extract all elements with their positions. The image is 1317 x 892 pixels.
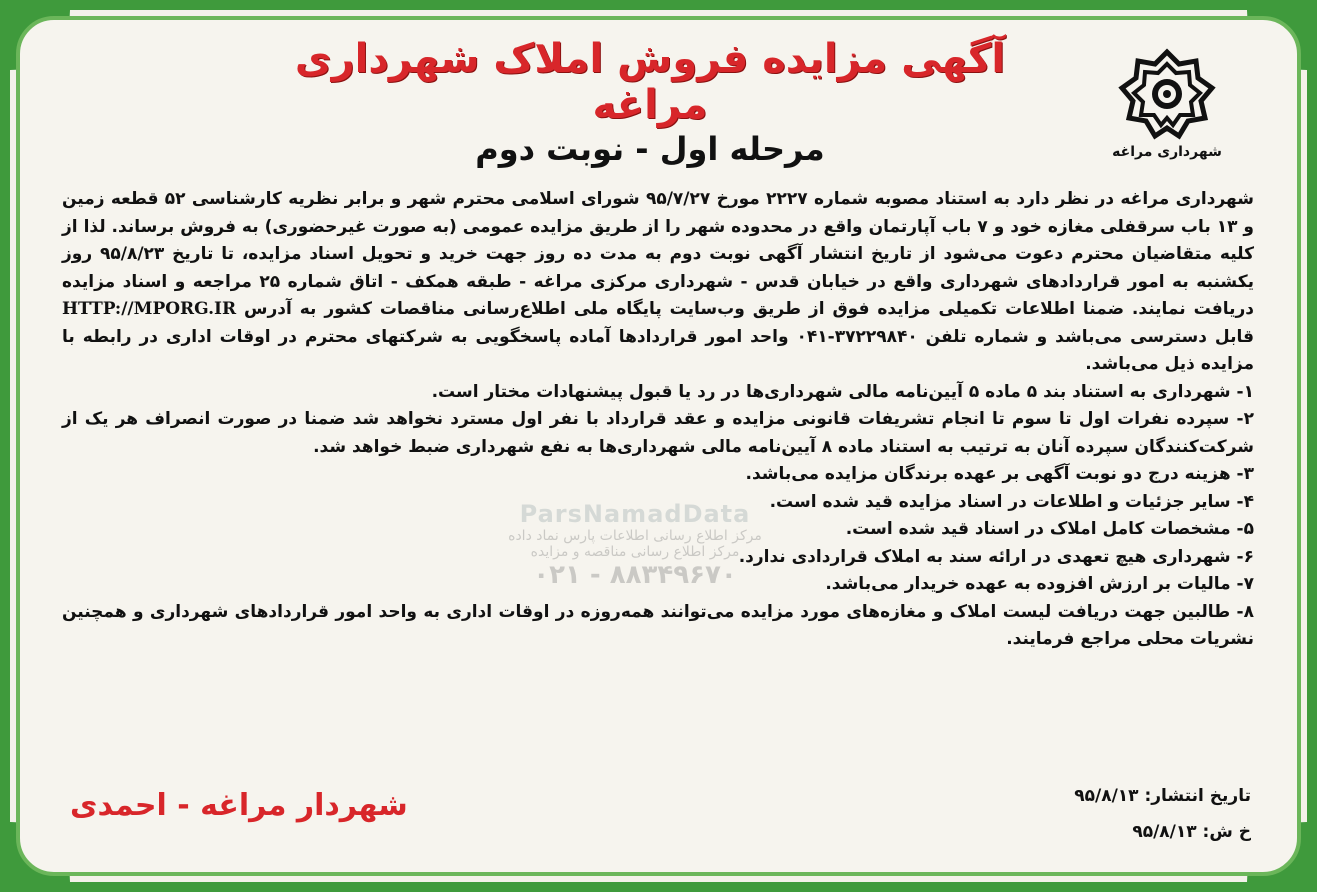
intro-paragraph: [62, 186, 1254, 379]
intro-text-continued: قابل دسترسی می‌باشد و شماره تلفن ۳۷۲۲۹۸۴۰-۰۴۱ واحد امور قراردادها آماده پاسخگویی به شرکتهای محترم در اوقات اداری در رابطه با مزایده ذیل می‌باشد.: [62, 326, 1254, 374]
watermark-phone: ۰۲۱ - ۸۸۳۴۹۶۷۰: [533, 560, 737, 590]
publication-code: خ ش: ۹۵/۸/۱۳: [1132, 822, 1251, 842]
website-link[interactable]: HTTP://MPORG.IR: [62, 299, 237, 319]
municipality-emblem-icon: [1117, 48, 1217, 140]
watermark-line: مرکز اطلاع رسانی اطلاعات پارس نماد داده: [508, 528, 762, 544]
watermark-line: مرکز اطلاع رسانی مناقصه و مزایده: [530, 544, 740, 560]
publication-date: تاریخ انتشار: ۹۵/۸/۱۳: [1074, 786, 1251, 806]
logo-caption: شهرداری مراغه: [1112, 144, 1222, 160]
condition-item: ۲- سپرده نفرات اول تا سوم تا انجام تشریفات قانونی مزایده و عقد قرارداد با نفر اول مسترد نخواهد شد ضمنا در صورت انصراف هر یک از شرکت‌کنندگان سپرده آنان به ترتیب به استناد ماده ۸ آیین‌نامه مالی شهرداری‌ها به نفع شهرداری ضبط خواهد شد.: [62, 409, 1254, 457]
municipality-logo: [1112, 48, 1222, 168]
condition-item: ۸- طالبین جهت دریافت لیست املاک و مغازه‌های مورد مزایده می‌توانند همه‌روزه در اوقات اداری به واحد امور قراردادهای شهرداری و همچنین نشریات محلی مراجع فرمایند.: [62, 601, 1254, 649]
ad-subtitle: مرحله اول - نوبت دوم: [475, 130, 825, 168]
condition-item: ۴- سایر جزئیات و اطلاعات در اسناد مزایده قید شده است.: [769, 491, 1254, 512]
mayor-signature: شهردار مراغه - احمدی: [70, 788, 408, 823]
condition-item: ۵- مشخصات کامل املاک در اسناد قید شده است.: [845, 519, 1254, 539]
ad-body: [62, 186, 1254, 654]
condition-item: ۶- شهرداری هیچ تعهدی در ارائه سند به املاک قراردادی ندارد.: [738, 546, 1254, 567]
condition-item: ۳- هزینه درج دو نوبت آگهی بر عهده برندگان مزایده می‌باشد.: [745, 464, 1254, 484]
ad-title: آگهی مزایده فروش املاک شهرداری مراغه: [294, 36, 1006, 128]
intro-text: شهرداری مراغه در نظر دارد به استناد مصوبه شماره ۲۲۲۷ مورخ ۹۵/۷/۲۷ شورای اسلامی محترم شهر و برابر نظریه کارشناسی ۵۲ قطعه زمین و ۱۳ باب سرقفلی مغازه خود و ۷ باب آپارتمان واقع در محدوده شهر را از طریق مزایده عمومی (به صورت غیرحضوری) به فروش برساند. لذا از کلیه متقاضیان محترم دعوت می‌شود از تاریخ انتشار آگهی نوبت دوم به مدت ده روز جهت خرید و تحویل اسناد مزایده، تا تاریخ ۹۵/۸/۲۳ روز یکشنبه به امور قراردادهای شهرداری واقع در خیابان قدس - شهرداری مرکزی مراغه - طبقه همکف - اتاق شماره ۲۵ مراجعه و اسناد مزایده دریافت نمایند. ضمنا اطلاعات تکمیلی مزایده فوق از طریق وب‌سایت پایگاه ملی اطلاع‌رسانی مناقصات کشور به آدرس: [62, 189, 1254, 319]
condition-item: ۷- مالیات بر ارزش افزوده به عهده خریدار می‌باشد.: [825, 574, 1254, 594]
watermark-brand: ParsNamadData: [519, 500, 751, 528]
condition-item: ۱- شهرداری به استناد بند ۵ ماده ۵ آیین‌نامه مالی شهرداری‌ها در رد یا قبول پیشنهادات مختار است.: [431, 381, 1254, 402]
